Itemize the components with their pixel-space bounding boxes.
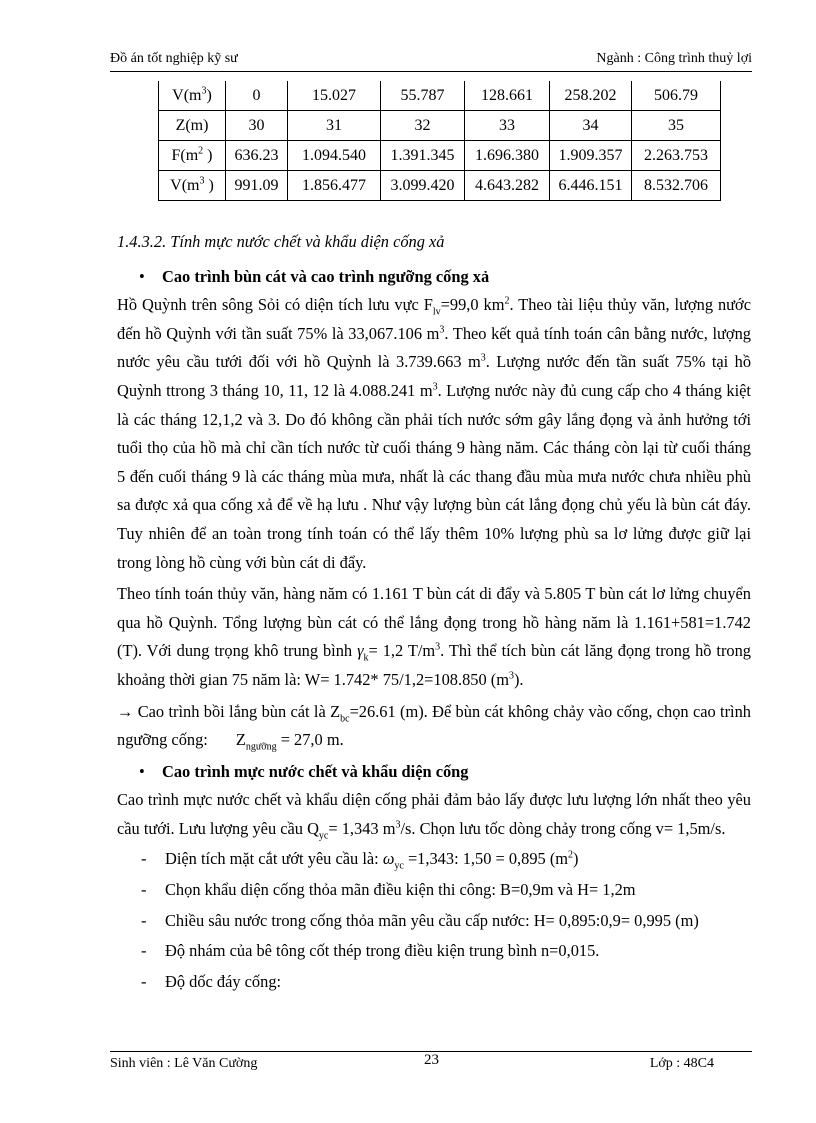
bullet-dot: • [139, 266, 145, 286]
table-cell: 128.661 [465, 81, 550, 111]
table-row [159, 81, 721, 111]
row-label: $F(m^2$ ) [159, 141, 226, 171]
paragraph-3: → Cao trình bồi lắng bùn cát là $Z_{bc}=26.61$ (m). Để bùn cát không chảy vào cống, chọn cao trình ngưỡng cống: $Z_{ngưỡng} = 27,0$ m. [117, 701, 751, 753]
table-cell: 991.09 [226, 171, 288, 201]
page-number: 23 [424, 1052, 439, 1068]
table-cell: 15.027 [288, 81, 381, 111]
table-cell: 1.696.380 [465, 141, 550, 171]
table-cell: 30 [226, 111, 288, 141]
table-cell: 3.099.420 [381, 171, 465, 201]
table-cell: 636.23 [226, 141, 288, 171]
table-row [159, 171, 721, 201]
paragraph-4: Cao trình mực nước chết và khẩu diện cống phải đảm bảo lấy được lưu lượng lớn nhất theo yêu cầu tưới. Lưu lượng yêu cầu $Q_{yc}= 1,343$ $m^3/s$. Chọn lưu tốc dòng chảy trong cống v= 1,5m/s. [117, 790, 751, 842]
table-cell: 2.263.753 [632, 141, 721, 171]
table-cell: 31 [288, 111, 381, 141]
dash-item-1: - Diện tích mặt cắt ướt yêu cầu là: $\omega_{yc} =1,343$: 1,50 = 0,895 $(m^2)$ [141, 849, 579, 872]
dash-item-5: - Độ dốc đáy cống: [141, 971, 282, 991]
bullet-dot: • [139, 761, 145, 781]
footer-class: Lớp : 48C4 [649, 1056, 714, 1071]
table-cell: 33 [465, 111, 550, 141]
bullet-heading-2: • Cao trình mực nước chết và khẩu diện cống [117, 758, 751, 787]
page-footer [110, 1051, 752, 1076]
table-cell: 1.391.345 [381, 141, 465, 171]
table-cell: 1.856.477 [288, 171, 381, 201]
table-cell: 35 [632, 111, 721, 141]
table-cell: 55.787 [381, 81, 465, 111]
table-cell: 0 [226, 81, 288, 111]
dash-item-4: - Độ nhám của bê tông cốt thép trong điều kiện trung bình n=0,015. [141, 941, 600, 961]
row-label: $V(m^3$ ) [159, 171, 226, 201]
table-row [159, 141, 721, 171]
table-cell: 32 [381, 111, 465, 141]
header-right: Ngành : Công trình thuỷ lợi [596, 51, 752, 66]
table-cell: 8.532.706 [632, 171, 721, 201]
bullet-heading-1: • Cao trình bùn cát và cao trình ngưỡng cống xả [117, 263, 751, 292]
reservoir-volume-table [158, 81, 721, 201]
table-cell: 34 [550, 111, 632, 141]
section-title: 1.4.3.2. Tính mực nước chết và khẩu diện cống xả [117, 232, 445, 251]
table-cell: 1.094.540 [288, 141, 381, 171]
header-left: Đồ án tốt nghiệp kỹ sư [110, 51, 238, 66]
dash-item-2: - Chọn khẩu diện cống thỏa mãn điều kiện thi công: B=0,9m và H= 1,2m [141, 880, 636, 900]
table-cell: 258.202 [550, 81, 632, 111]
table-row [159, 111, 721, 141]
paragraph-1: Hồ Quỳnh trên sông Sỏi có diện tích lưu vực $F_{lv}=99,0$ $km^2$. Theo tài liệu thủy văn, lượng nước đến hồ Quỳnh với tần suất 75% là 33,067.106 $m^3$. Theo kết quả tính toán cân bằng nước, lượng nước yêu cầu tưới đối với hồ Quỳnh là 3.739.663 $m^3$. Lượng nước đến tần suất 75% tại hồ Quỳnh ttrong 3 tháng 10, 11, 12 là 4.088.241 $m^3$. Lượng nước này đủ cung cấp cho 4 tháng kiệt là các tháng 12,1,2 và 3. Do đó không cần phải tích nước sớm gây lắng đọng và ảnh hưởng tới tuổi thọ của hồ mà chỉ cần tích nước từ cuối tháng 9 hàng năm. Các tháng còn lại từ cuối tháng 5 đến cuối tháng 9 là các tháng mùa mưa, nhất là các thang đầu mùa mưa nước chưa nhiều phù sa được xả qua cống xả để về hạ lưu . Như vậy lượng bùn cát lắng đọng chủ yếu là bùn cát đáy. Tuy nhiên để an toàn trong tính toán có thể lấy thêm 10% lượng phù sa lơ lửng được giữ lại trong lòng hồ cùng với bùn cát di đẩy. [117, 295, 752, 572]
table-cell: 4.643.282 [465, 171, 550, 201]
page-header [110, 51, 752, 72]
table-cell: 1.909.357 [550, 141, 632, 171]
paragraph-2: Theo tính toán thủy văn, hàng năm có 1.161 T bùn cát di đẩy và 5.805 T bùn cát lơ lửng chuyển qua hồ Quỳnh. Tổng lượng bùn cát có thể lắng đọng trong hồ hàng năm là 1.161+581=1.742 (T). Với dung trọng khô trung bình $\gamma_k= 1,2$ $T/m^3$. Thì thể tích bùn cát lăng đọng trong hồ trong khoảng thời gian 75 năm là: W= 1.742* 75/1,2=108.850 $(m^3)$. [117, 584, 751, 689]
dash-item-3: - Chiều sâu nước trong cống thỏa mãn yêu cầu cấp nước: H= 0,895:0,9= 0,995 (m) [141, 910, 699, 930]
row-label: Z(m) [159, 111, 226, 141]
table-cell: 6.446.151 [550, 171, 632, 201]
body-text [117, 228, 751, 996]
row-label: $V(m^3)$ [159, 81, 226, 111]
footer-student: Sinh viên : Lê Văn Cường [110, 1056, 258, 1071]
table-cell: 506.79 [632, 81, 721, 111]
